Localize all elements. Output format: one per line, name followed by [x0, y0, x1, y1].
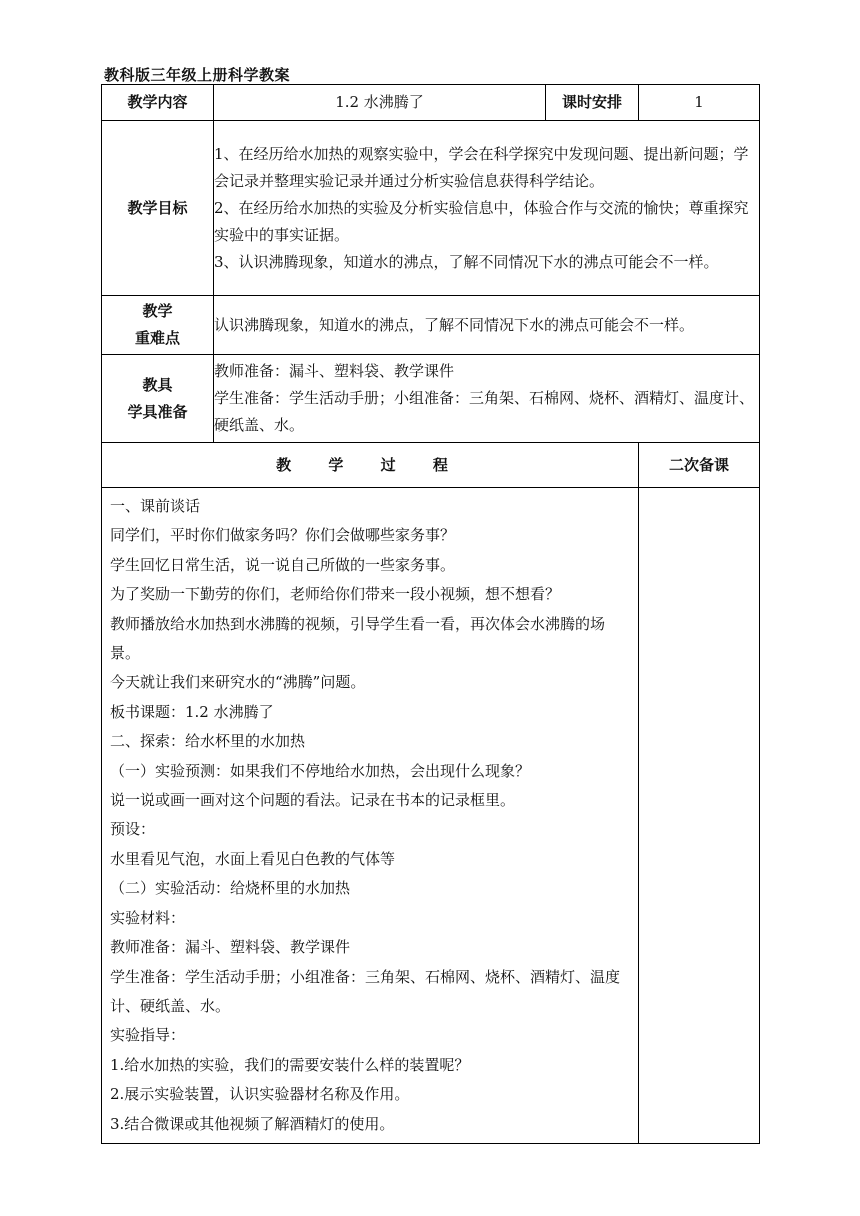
materials-item: 教师准备：漏斗、塑料袋、教学课件: [214, 362, 455, 380]
row-materials: [102, 355, 760, 443]
materials-label-line1: 教具: [142, 375, 173, 394]
key-points-label-line2: 重难点: [134, 329, 180, 347]
process-line: 今天就让我们来研究水的“沸腾”问题。: [110, 673, 366, 692]
process-line: 学生回忆日常生活，说一说自己所做的一些家务事。: [110, 555, 456, 574]
process-title-text: 教 学 过 程: [276, 455, 464, 474]
lesson-plan-table: [101, 84, 760, 1144]
process-line: （二）实验活动：给烧杯里的水加热: [110, 879, 351, 898]
process-line: 板书课题：1.2 水沸腾了: [110, 702, 274, 721]
teaching-content-value: 1.2 水沸腾了: [214, 85, 546, 121]
key-points-label: [102, 296, 214, 355]
row-process-header: [102, 443, 760, 488]
process-line: 学生准备：学生活动手册；小组准备：三角架、石棉网、烧杯、酒精灯、温度计、硬纸盖、水。: [110, 967, 621, 1015]
process-line: 1.给水加热的实验，我们的需要安装什么样的装置呢？: [110, 1055, 470, 1074]
process-line: 预设：: [110, 820, 156, 839]
process-line: 一、课前谈话: [110, 497, 201, 515]
process-line: 水里看见气泡，水面上看见白色教的气体等: [110, 849, 396, 868]
document-header: 教科版三年级上册科学教案: [104, 66, 291, 84]
materials-item: 学生准备：学生活动手册；小组准备：三角架、石棉网、烧杯、酒精灯、温度计、硬纸盖、水。: [214, 389, 755, 434]
key-points-label-line1: 教学: [142, 302, 173, 320]
materials-label-line2: 学具准备: [127, 402, 188, 421]
class-hours-value: 1: [639, 85, 760, 121]
process-line: 3.结合微课或其他视频了解酒精灯的使用。: [110, 1114, 395, 1133]
process-line: 同学们，平时你们做家务吗？你们会做哪些家务事？: [110, 526, 456, 545]
class-hours-label: 课时安排: [546, 85, 639, 121]
process-line: 为了奖励一下勤劳的你们，老师给你们带来一段小视频，想不想看？: [110, 585, 561, 604]
teaching-goals-label: 教学目标: [102, 121, 214, 296]
materials-content: [214, 355, 760, 443]
teaching-content-label: 教学内容: [102, 85, 214, 121]
process-line: （一）实验预测：如果我们不停地给水加热，会出现什么现象？: [110, 761, 531, 780]
teaching-goals-content: [214, 121, 760, 296]
process-line: 说一说或画一画对这个问题的看法。记录在书本的记录框里。: [110, 791, 516, 810]
row-key-points: [102, 296, 760, 355]
key-points-content: 认识沸腾现象，知道水的沸点，了解不同情况下水的沸点可能会不一样。: [214, 296, 760, 355]
goal-item: 1、在经历给水加热的观察实验中，学会在科学探究中发现问题、提出新问题；学会记录并整理实验记录并通过分析实验信息获得科学结论。: [214, 144, 749, 190]
materials-label: [102, 355, 214, 443]
process-line: 教师播放给水加热到水沸腾的视频，引导学生看一看，再次体会水沸腾的场景。: [110, 614, 606, 663]
row-process-body: [102, 488, 760, 1144]
process-title: [102, 443, 639, 488]
second-prep-notes: [639, 488, 760, 1144]
process-line: 教师准备：漏斗、塑料袋、教学课件: [110, 938, 351, 957]
second-prep-title: 二次备课: [639, 443, 760, 488]
row-teaching-goals: [102, 121, 760, 296]
row-teaching-content: [102, 85, 760, 121]
process-line: 二、探索：给水杯里的水加热: [110, 732, 306, 751]
process-line: 2.展示实验装置，认识实验器材名称及作用。: [110, 1085, 410, 1104]
process-content: [102, 488, 639, 1144]
goal-item: 3、认识沸腾现象，知道水的沸点，了解不同情况下水的沸点可能会不一样。: [214, 252, 719, 271]
goal-item: 2、在经历给水加热的实验及分析实验信息中，体验合作与交流的愉快；尊重探究实验中的事实证据。: [214, 198, 749, 244]
process-line: 实验材料：: [110, 908, 186, 927]
process-line: 实验指导：: [110, 1026, 186, 1045]
